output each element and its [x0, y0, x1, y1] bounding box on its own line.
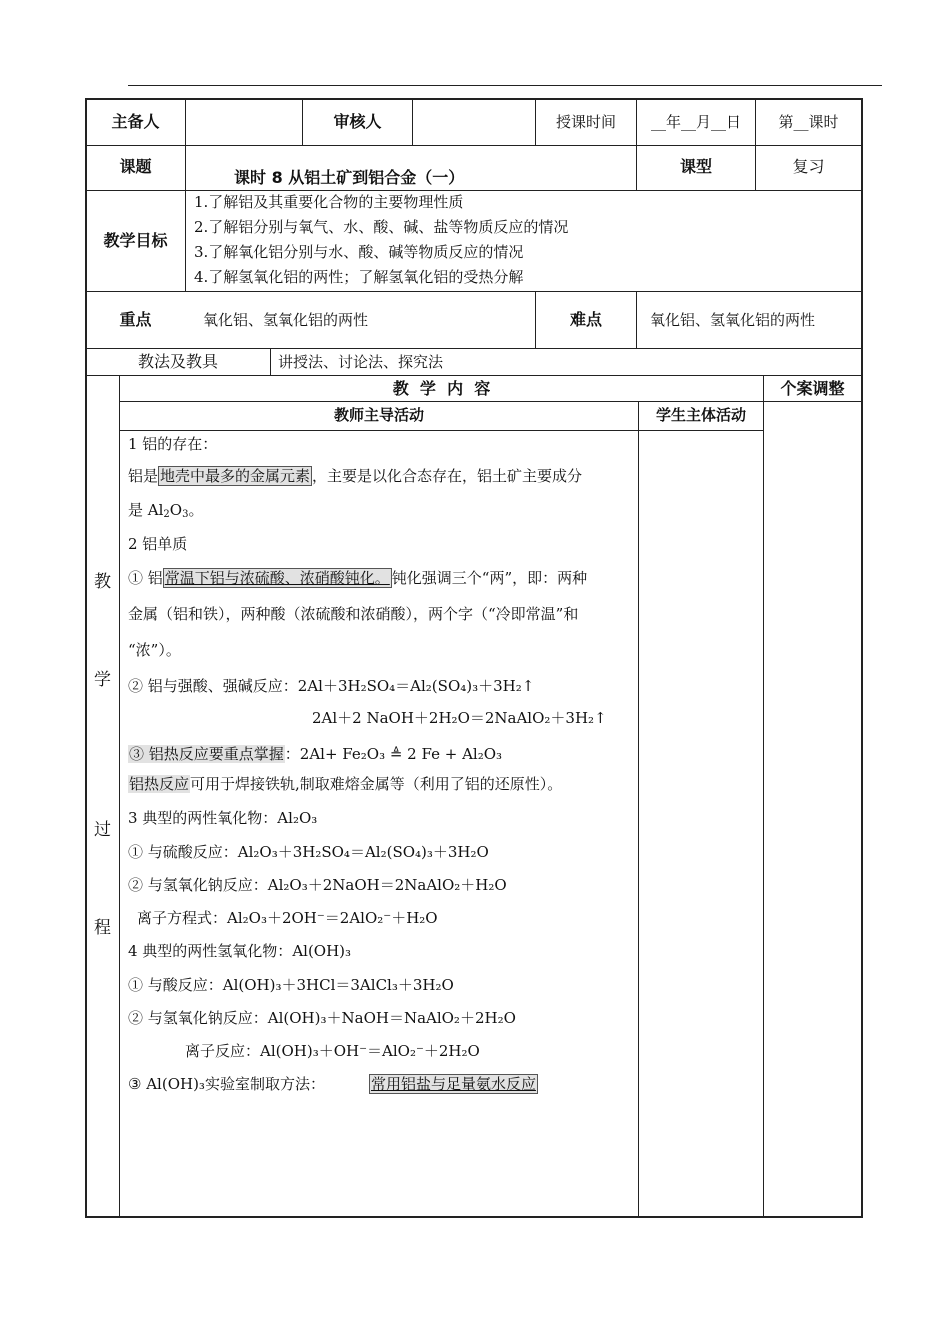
- equation-line: ② 与氢氧化钠反应：Al(OH)₃＋NaOH＝NaAlO₂＋2H₂O: [128, 1009, 516, 1027]
- content-header: 教 学 内 容: [392, 379, 491, 398]
- content-line: 金属（铝和铁），两种酸（浓硫酸和浓硝酸），两个字（“冷即常温”和: [128, 605, 579, 623]
- content-line: [128, 1074, 538, 1094]
- equation-line: 离子反应：Al(OH)₃＋OH⁻＝AlO₂⁻＋2H₂O: [185, 1042, 480, 1060]
- highlight-text: ③ 铝热反应要重点掌握: [129, 745, 284, 763]
- student-activity-header: 学生主体活动: [655, 406, 746, 424]
- equation-line: ② 铝与强酸、强碱反应：2Al＋3H₂SO₄＝Al₂(SO₄)₃＋3H₂↑: [128, 677, 535, 695]
- methods-label: 教法及教具: [137, 352, 218, 371]
- methods-value: 讲授法、讨论法、探究法: [278, 353, 444, 371]
- equation-line: ② 与氢氧化钠反应：Al₂O₃＋2NaOH＝2NaAlO₂＋H₂O: [128, 876, 507, 894]
- equation-text: ：2Al+ Fe₂O₃ ≜ 2 Fe + Al₂O₃: [284, 745, 503, 763]
- content-line: [128, 744, 502, 764]
- goal-item: 1.了解铝及其重要化合物的主要物理性质: [194, 193, 464, 211]
- content-line: [128, 568, 587, 588]
- goal-item: 3.了解氧化铝分别与水、酸、碱等物质反应的情况: [194, 243, 524, 261]
- text: 。: [188, 501, 204, 519]
- text: 可用于焊接铁轨,制取难熔金属等（利用了铝的还原性）。: [190, 775, 563, 793]
- topic-label: 课题: [119, 157, 152, 176]
- text: ，主要是以化合态存在，铝土矿主要成分: [312, 467, 583, 485]
- process-side-char: 程: [94, 918, 111, 938]
- text: 3: [182, 509, 189, 520]
- highlight-text: 常用铝盐与足量氨水反应: [370, 1075, 536, 1093]
- equation-line: ① 与酸反应：Al(OH)₃＋3HCl＝3AlCl₃＋3H₂O: [128, 976, 454, 994]
- process-side-char: 教: [94, 572, 111, 592]
- highlight-text: 地壳中最多的金属元素: [160, 467, 311, 485]
- content-line: “浓”）。: [128, 641, 181, 659]
- key-point-label: 重点: [119, 310, 152, 329]
- lesson-type-value: 复习: [792, 157, 825, 176]
- reviewer-label: 审核人: [333, 112, 382, 131]
- top-rule: [128, 85, 882, 86]
- text: ③ Al(OH)₃实验室制取方法：: [128, 1075, 325, 1093]
- text: 钝化强调三个“两”，即：两种: [391, 569, 588, 587]
- period-value[interactable]: 第__课时: [778, 113, 839, 131]
- difficulty-value: 氧化铝、氢氧化铝的两性: [650, 311, 816, 329]
- key-point-value: 氧化铝、氢氧化铝的两性: [203, 311, 369, 329]
- text: ① 铝: [128, 569, 163, 587]
- topic-value: 课时 8 从铝土矿到铝合金（一）: [234, 168, 465, 187]
- content-line: [128, 774, 562, 794]
- highlight-text: 常温下铝与浓硫酸、浓硝酸钝化。: [164, 569, 390, 587]
- section-title: 1 铝的存在：: [128, 435, 218, 453]
- section-title: 2 铝单质: [128, 535, 188, 553]
- difficulty-label: 难点: [569, 310, 602, 329]
- section-title: 3 典型的两性氧化物：Al₂O₃: [128, 809, 318, 827]
- content-line: [128, 500, 203, 520]
- goals-label: 教学目标: [103, 231, 168, 250]
- goal-item: 4.了解氢氧化铝的两性；了解氢氧化铝的受热分解: [194, 268, 524, 286]
- text: 铝是: [128, 467, 159, 485]
- teaching-time-label: 授课时间: [555, 113, 616, 131]
- text: 2: [163, 509, 170, 520]
- date-value[interactable]: __年__月__日: [650, 113, 741, 131]
- highlight-text: 铝热反应: [129, 775, 190, 793]
- process-side-char: 过: [94, 820, 111, 840]
- preparer-label: 主备人: [111, 112, 160, 131]
- process-side-char: 学: [94, 670, 111, 690]
- lesson-type-label: 课型: [679, 157, 712, 176]
- goal-item: 2.了解铝分别与氧气、水、酸、碱、盐等物质反应的情况: [194, 218, 569, 236]
- text: O: [169, 501, 183, 519]
- teacher-activity-header: 教师主导活动: [333, 406, 424, 424]
- section-title: 4 典型的两性氢氧化物：Al(OH)₃: [128, 942, 352, 960]
- content-line: [128, 466, 582, 486]
- adjust-header: 个案调整: [780, 379, 845, 398]
- equation-line: 离子方程式：Al₂O₃＋2OH⁻＝2AlO₂⁻＋H₂O: [137, 909, 438, 927]
- equation-line: 2Al＋2 NaOH＋2H₂O＝2NaAlO₂＋3H₂↑: [312, 709, 607, 727]
- equation-line: ① 与硫酸反应：Al₂O₃＋3H₂SO₄＝Al₂(SO₄)₃＋3H₂O: [128, 843, 489, 861]
- text: 是 Al: [128, 501, 164, 519]
